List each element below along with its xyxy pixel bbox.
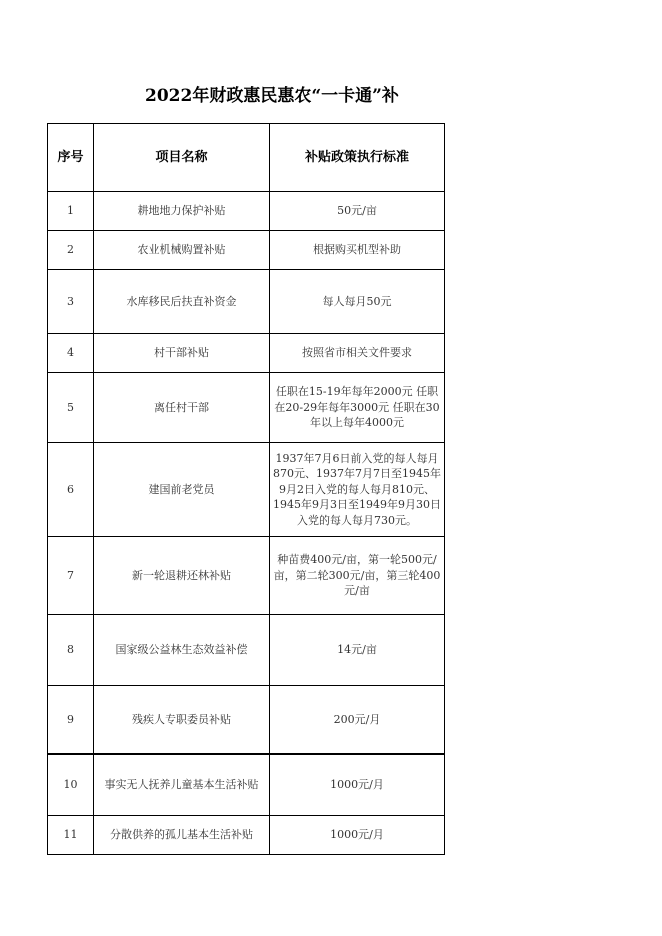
item-name: 分散供养的孤儿基本生活补贴 xyxy=(94,816,270,855)
table-row xyxy=(48,192,445,231)
row-number: 4 xyxy=(48,334,94,373)
item-name: 水库移民后扶直补资金 xyxy=(94,270,270,334)
item-name: 国家级公益林生态效益补偿 xyxy=(94,615,270,686)
column-header-name: 项目名称 xyxy=(94,124,270,192)
row-number: 10 xyxy=(48,754,94,816)
item-standard: 200元/月 xyxy=(270,686,445,754)
item-name: 新一轮退耕还林补贴 xyxy=(94,537,270,615)
item-standard: 任职在15-19年每年2000元 任职在20-29年每年3000元 任职在30年以上每年4000元 xyxy=(270,373,445,443)
row-number: 6 xyxy=(48,443,94,537)
row-number: 3 xyxy=(48,270,94,334)
subsidy-table xyxy=(47,123,445,855)
row-number: 1 xyxy=(48,192,94,231)
item-standard: 根据购买机型补助 xyxy=(270,231,445,270)
item-standard: 1000元/月 xyxy=(270,754,445,816)
table-row xyxy=(48,816,445,855)
item-standard: 1000元/月 xyxy=(270,816,445,855)
row-number: 7 xyxy=(48,537,94,615)
item-standard: 1937年7月6日前入党的每人每月870元、1937年7月7日至1945年9月2日入党的每人每月810元、1945年9月3日至1949年9月30日入党的每人每月730元。 xyxy=(270,443,445,537)
item-name: 村干部补贴 xyxy=(94,334,270,373)
item-standard: 50元/亩 xyxy=(270,192,445,231)
item-name: 残疾人专职委员补贴 xyxy=(94,686,270,754)
table-row xyxy=(48,754,445,816)
item-standard: 种苗费400元/亩，第一轮500元/亩，第二轮300元/亩，第三轮400元/亩 xyxy=(270,537,445,615)
row-number: 9 xyxy=(48,686,94,754)
table-row xyxy=(48,443,445,537)
table-row xyxy=(48,686,445,754)
item-name: 建国前老党员 xyxy=(94,443,270,537)
row-number: 5 xyxy=(48,373,94,443)
item-name: 耕地地力保护补贴 xyxy=(94,192,270,231)
item-name: 离任村干部 xyxy=(94,373,270,443)
table-row xyxy=(48,373,445,443)
row-number: 8 xyxy=(48,615,94,686)
item-standard: 按照省市相关文件要求 xyxy=(270,334,445,373)
table-row xyxy=(48,334,445,373)
table-row xyxy=(48,615,445,686)
item-name: 农业机械购置补贴 xyxy=(94,231,270,270)
item-name: 事实无人抚养儿童基本生活补贴 xyxy=(94,754,270,816)
table-row xyxy=(48,231,445,270)
table-row xyxy=(48,270,445,334)
column-header-standard: 补贴政策执行标准 xyxy=(270,124,445,192)
table-row xyxy=(48,537,445,615)
item-standard: 每人每月50元 xyxy=(270,270,445,334)
column-header-no: 序号 xyxy=(48,124,94,192)
table-header-row xyxy=(48,124,445,192)
row-number: 11 xyxy=(48,816,94,855)
row-number: 2 xyxy=(48,231,94,270)
item-standard: 14元/亩 xyxy=(270,615,445,686)
page-title: 2022年财政惠民惠农“一卡通”补 xyxy=(145,86,399,106)
